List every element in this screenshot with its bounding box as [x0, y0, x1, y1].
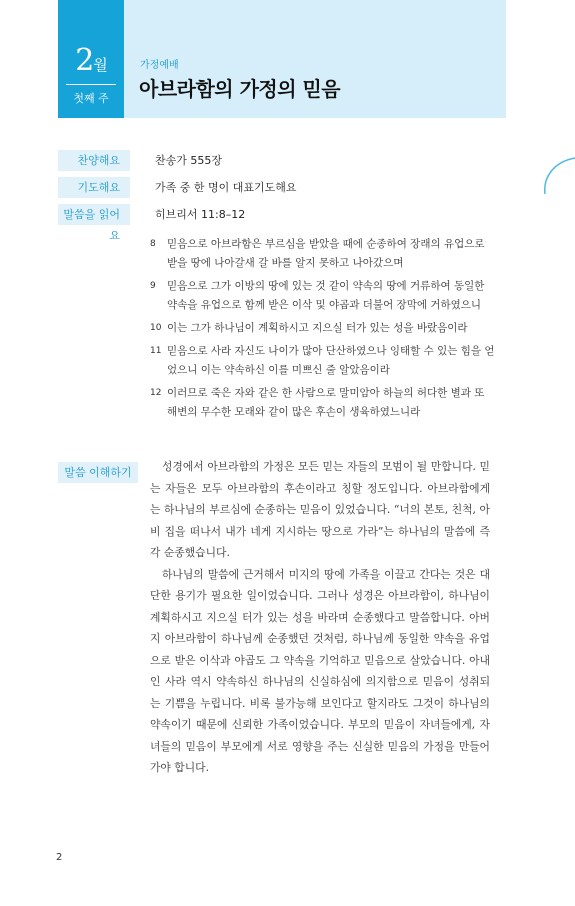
verse [150, 277, 495, 315]
paragraph: 성경에서 아브라함의 가정은 모든 믿는 자들의 모범이 될 만합니다. 믿는 자들은 모두 아브라함의 후손이라고 칭할 정도입니다. 아브라함에게는 하나님의 부르심에 순종하는 믿음이 있었습니다. “너의 본토, 친척, 아비 집을 떠나서 내가 네게 지시하는 땅으로 가라”는 하나님의 말씀에 즉각 순종했습니다. [150, 460, 490, 559]
reading-value: 히브리서 11:8–12 [155, 208, 246, 221]
hymn-label: 찬양해요 [58, 150, 130, 171]
month-divider [66, 84, 116, 85]
reading-label: 말씀을 읽어요 [58, 204, 130, 225]
understanding-text [150, 456, 490, 779]
verse [150, 342, 495, 380]
scripture-passage [150, 235, 495, 426]
verse-number: 10 [150, 323, 162, 333]
prayer-value: 가족 중 한 명이 대표기도해요 [155, 181, 297, 194]
verse-text: 믿음으로 그가 이방의 땅에 있는 것 같이 약속의 땅에 거류하여 동일한 약속을 유업으로 함께 받은 이삭 및 야곱과 더불어 장막에 거하였으니 [167, 280, 485, 311]
verse-number: 11 [150, 346, 162, 356]
verse-number: 8 [150, 239, 156, 249]
verse-number: 9 [150, 281, 156, 291]
category-label: 가정예배 [140, 60, 179, 71]
verse-number: 12 [150, 388, 162, 398]
decorative-curve [539, 148, 575, 196]
prayer-label: 기도해요 [58, 177, 130, 198]
verse-text: 이는 그가 하나님이 계획하시고 지으실 터가 있는 성을 바랐음이라 [167, 322, 468, 334]
page-title: 아브라함의 가정의 믿음 [139, 77, 341, 101]
month-badge [58, 0, 124, 118]
verse [150, 384, 495, 422]
verse-text: 믿음으로 아브라함은 부르심을 받았을 때에 순종하여 장래의 유업으로 받을 땅에 나아갈새 갈 바를 알지 못하고 나아갔으며 [167, 238, 485, 269]
paragraph: 하나님의 말씀에 근거해서 미지의 땅에 가족을 이끌고 간다는 것은 대단한 용기가 필요한 일이었습니다. 그러나 성경은 아브라함이, 하나님이 계획하시고 지으실 터가 있는 성을 바라며 순종했다고 말씀합니다. 아버지 아브라함이 하나님께 순종했던 것처럼, 하나님께 동일한 약속을 유업으로 받은 이삭과 야곱도 그 약속을 기억하고 믿음으로 살았습니다. 아내인 사라 역시 약속하신 하나님의 신실하심에 의지함으로 믿음이 성취되는 기쁨을 누립니다. 비록 불가능해 보인다고 할지라도 그것이 하나님의 약속이기 때문에 신뢰한 가족이었습니다. 부모의 믿음이 자녀들에게, 자녀들의 믿음이 부모에게 서로 영향을 주는 신실한 믿음의 가정을 만들어 가야 합니다. [150, 567, 490, 774]
understanding-label: 말씀 이해하기 [58, 462, 138, 483]
hymn-value: 찬송가 555장 [155, 154, 222, 167]
verse [150, 235, 495, 273]
verse-text: 이러므로 죽은 자와 같은 한 사람으로 말미암아 하늘의 허다한 별과 또 해변의 무수한 모래와 같이 많은 후손이 생육하였느니라 [167, 387, 485, 418]
verse-text: 믿음으로 사라 자신도 나이가 많아 단산하였으나 잉태할 수 있는 힘을 얻었으니 이는 약속하신 이를 미쁘신 줄 알았음이라 [167, 345, 495, 376]
month-number: 2월 [75, 43, 107, 78]
page-number: 2 [56, 852, 63, 863]
verse [150, 319, 495, 338]
week-label: 첫째 주 [73, 92, 109, 105]
